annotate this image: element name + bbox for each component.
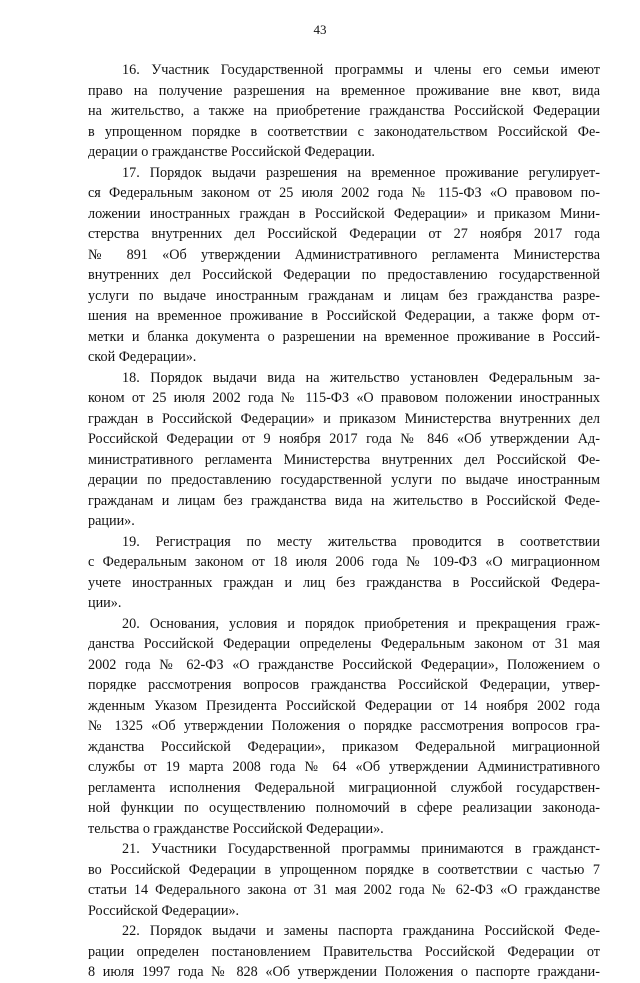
text-line: во Российской Федерации в упрощенном порядке в соответствии с частью 7 xyxy=(88,861,600,878)
text-line: 17. Порядок выдачи разрешения на временное проживание регулирует- xyxy=(122,164,600,181)
text-line: учете иностранных граждан и лиц без гражданства в Российской Федера- xyxy=(88,574,600,591)
text-line: рации». xyxy=(88,513,135,529)
text-line: порядке рассмотрения вопросов гражданства Российской Федерации, утвер- xyxy=(88,677,600,693)
text-line: метки и бланка документа о разрешении на временное проживание в Россий- xyxy=(88,328,600,345)
paragraph-p20 xyxy=(88,614,600,840)
document-body xyxy=(88,60,600,983)
text-line: шения на временное проживание в Российской Федерации, а также форм от- xyxy=(88,308,600,324)
text-line: коном от 25 июля 2002 года № 115-ФЗ «О правовом положении иностранных xyxy=(88,390,600,406)
text-line: 21. Участники Государственной программы принимаются в гражданст- xyxy=(122,841,600,857)
text-line: 19. Регистрация по месту жительства проводится в соответствии xyxy=(122,533,600,550)
text-line: 16. Участник Государственной программы и члены его семьи имеют xyxy=(122,62,600,78)
text-line: 2002 года № 62-ФЗ «О гражданстве Российской Федерации», Положением о xyxy=(88,656,600,673)
paragraph-p16 xyxy=(88,60,600,163)
page-number: 43 xyxy=(313,22,327,37)
text-line: тельства о гражданстве Российской Федерации». xyxy=(88,820,384,837)
text-line: статьи 14 Федерального закона от 31 мая 2002 года № 62-ФЗ «О гражданстве xyxy=(88,882,600,898)
text-line: на жительство, а также на приобретение гражданства Российской Федерации xyxy=(88,103,600,119)
text-line: ной функции по осуществлению полномочий в сфере реализации законода- xyxy=(88,800,600,816)
text-line: данства Российской Федерации определены Федеральным законом от 31 мая xyxy=(88,636,600,652)
text-line: жданства Российской Федерации», приказом Федеральной миграционной xyxy=(88,738,600,755)
paragraph-p22 xyxy=(88,921,600,983)
text-line: жденным Указом Президента Российской Федерации от 14 ноября 2002 года xyxy=(88,697,600,714)
paragraph-p21 xyxy=(88,839,600,921)
text-line: внутренних дел Российской Федерации по предоставлению государственной xyxy=(88,267,600,283)
text-line: ся Федеральным законом от 25 июля 2002 года № 115-ФЗ «О правовом по- xyxy=(88,185,600,201)
text-line: ложении иностранных граждан в Российской Федерации» и приказом Мини- xyxy=(88,205,600,222)
text-line: 8 июля 1997 года № 828 «Об утверждении Положения о паспорте граждани- xyxy=(88,964,600,980)
text-line: право на получение разрешения на временное проживание вне квот, вида xyxy=(88,82,600,99)
text-line: Российской Федерации». xyxy=(88,902,240,919)
text-line: ской Федерации». xyxy=(88,349,197,365)
text-line: услуги по выдаче иностранным гражданам и лицам без гражданства разре- xyxy=(88,287,600,304)
paragraph-p19 xyxy=(88,532,600,614)
text-line: граждан в Российской Федерации» и приказом Министерства внутренних дел xyxy=(88,410,600,427)
text-line: ции». xyxy=(88,595,122,611)
paragraph-p17 xyxy=(88,163,600,368)
text-line: № 891 «Об утверждении Административного регламента Министерства xyxy=(88,246,600,263)
text-line: стерства внутренних дел Российской Федерации от 27 ноября 2017 года xyxy=(88,226,600,242)
text-line: в упрощенном порядке в соответствии с законодательством Российской Фе- xyxy=(88,123,600,140)
text-line: 18. Порядок выдачи вида на жительство установлен Федеральным за- xyxy=(122,369,600,386)
text-line: службы от 19 марта 2008 года № 64 «Об утверждении Административного xyxy=(88,759,600,775)
text-line: № 1325 «Об утверждении Положения о порядке рассмотрения вопросов гра- xyxy=(88,718,600,734)
paragraph-p18 xyxy=(88,368,600,532)
text-line: с Федеральным законом от 18 июля 2006 года № 109-ФЗ «О миграционном xyxy=(88,554,600,570)
text-line: 22. Порядок выдачи и замены паспорта гражданина Российской Феде- xyxy=(122,923,600,939)
text-line: рации определен постановлением Правительства Российской Федерации от xyxy=(88,943,600,960)
text-line: 20. Основания, условия и порядок приобретения и прекращения граж- xyxy=(122,615,600,632)
text-line: гражданам и лицам без гражданства вида на жительство в Российской Феде- xyxy=(88,492,600,509)
text-line: регламента исполнения Федеральной миграционной службой государствен- xyxy=(88,779,600,796)
text-line: дерации по предоставлению государственной услуги по выдаче иностранным xyxy=(88,472,600,488)
text-line: Российской Федерации от 9 ноября 2017 года № 846 «Об утверждении Ад- xyxy=(88,431,600,447)
text-line: дерации о гражданстве Российской Федерации. xyxy=(88,144,375,160)
text-line: министративного регламента Министерства внутренних дел Российской Фе- xyxy=(88,451,600,468)
